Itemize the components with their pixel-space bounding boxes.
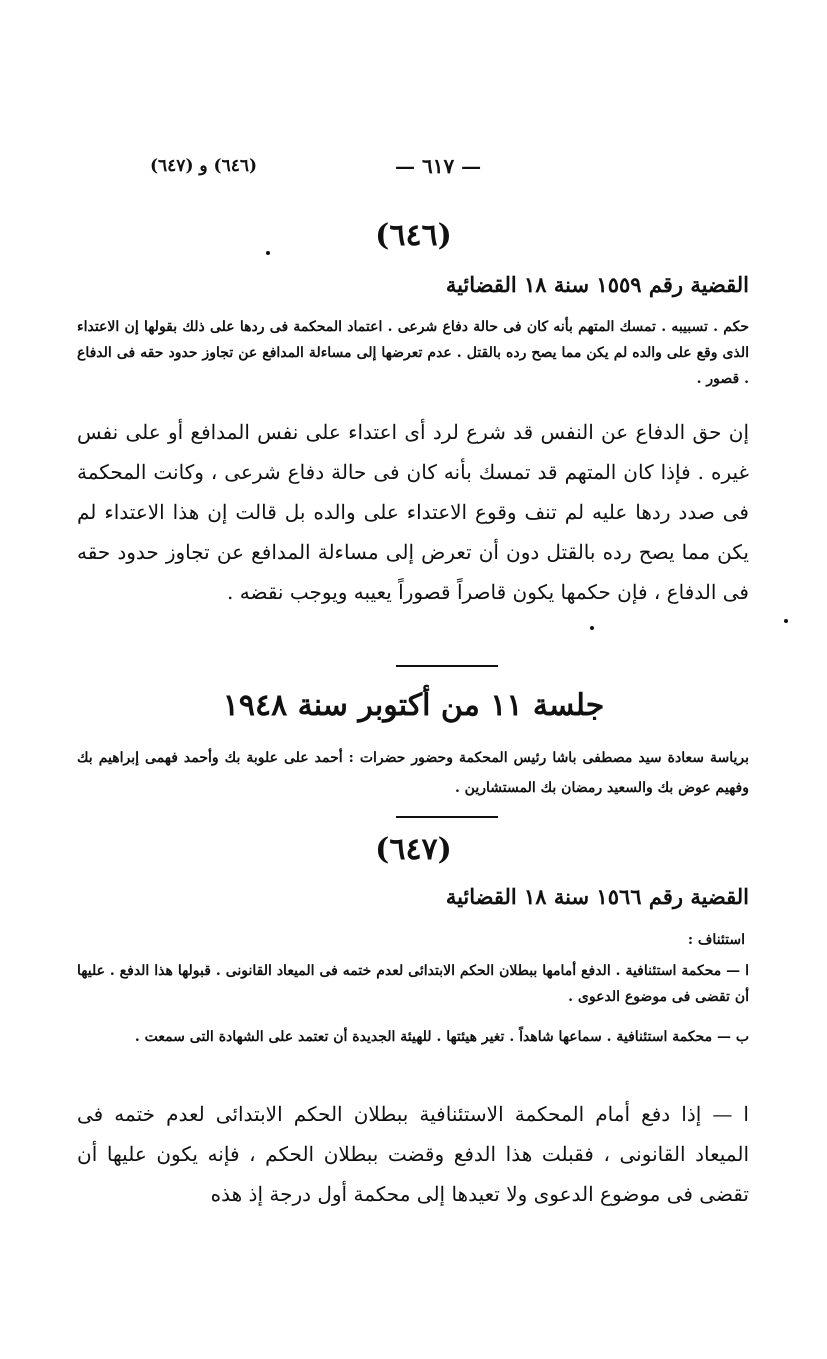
case-647-item-a-text: ا — محكمة استئنافية . الدفع أمامها ببطلان الحكم الابتدائى لعدم ختمه فى الميعاد القانونى . قبولها هذا الدفع . عليها أن تقضى فى موضوع الدعوى . — [77, 963, 749, 1005]
section-divider — [396, 665, 498, 667]
session-presidency — [77, 743, 749, 803]
case-647-number: (٦٤٧) — [375, 832, 452, 867]
session-presidency-text: برياسة سعادة سيد مصطفى باشا رئيس المحكمة وحضور حضرات : أحمد على علوبة بك وأحمد فهمى إبراهيم بك وفهيم عوض بك والسعيد رمضان بك المستشارين . — [77, 750, 749, 796]
case-646-body-text: إن حق الدفاع عن النفس قد شرع لرد أى اعتداء على نفس المدافع أو على نفس غيره . فإذا كان المتهم قد تمسك بأنه كان فى حالة دفاع شرعى ، وكانت المحكمة فى صدد ردها عليه لم تنف وقوع الاعتداء على والده بل قالت إن هذا الاعتداء لم يكن مما يصح رده بالقتل دون أن تعرض إلى مساءلة المدافع عن تجاوز حدود حقه فى الدفاع ، فإن حكمها يكون قاصراً قصوراً يعيبه ويوجب نقضه . — [77, 420, 749, 604]
case-646-title: القضية رقم ١٥٥٩ سنة ١٨ القضائية — [445, 272, 749, 297]
case-647-title: القضية رقم ١٥٦٦ سنة ١٨ القضائية — [445, 884, 749, 909]
page-header — [0, 150, 827, 186]
case-647-item-a — [77, 958, 749, 1010]
header-case-refs: (٦٤٦) و (٦٤٧) — [150, 156, 258, 176]
session-title: جلسة ١١ من أكتوبر سنة ١٩٤٨ — [222, 688, 605, 723]
case-647-item-b — [77, 1024, 749, 1050]
case-646-summary-text: حكم . تسبيبه . تمسك المتهم بأنه كان فى حالة دفاع شرعى . اعتماد المحكمة فى ردها على ذلك بقولها إن الاعتداء الذى وقع على والده لم يكن مما يصح رده بالقتل . عدم تعرضها إلى مساءلة المدافع عن تجاوز حدود حقه فى الدفاع . قصور . — [77, 319, 749, 387]
case-646-body — [77, 412, 749, 612]
case-646-number: (٦٤٦) — [375, 218, 452, 253]
case-647-body-text: ا — إذا دفع أمام المحكمة الاستئنافية ببطلان الحكم الابتدائى لعدم ختمه فى الميعاد القانونى ، فقبلت هذا الدفع وقضت ببطلان الحكم ، فإنه يكون عليها أن تقضى فى موضوع الدعوى ولا تعيدها إلى محكمة أول درجة إذ هذه — [77, 1102, 750, 1206]
section-divider — [396, 816, 498, 818]
case-647-item-b-text: ب — محكمة استئنافية . سماعها شاهداً . تغير هيئتها . للهيئة الجديدة أن تعتمد على الشهادة التى سمعت . — [134, 1029, 749, 1045]
case-646-summary — [77, 314, 749, 392]
case-647-body — [77, 1094, 749, 1214]
header-page-number: — ٦١٧ — — [395, 154, 482, 178]
speck-mark — [784, 619, 788, 623]
case-647-heading: استئناف : — [687, 932, 745, 948]
speck-mark — [590, 626, 594, 630]
